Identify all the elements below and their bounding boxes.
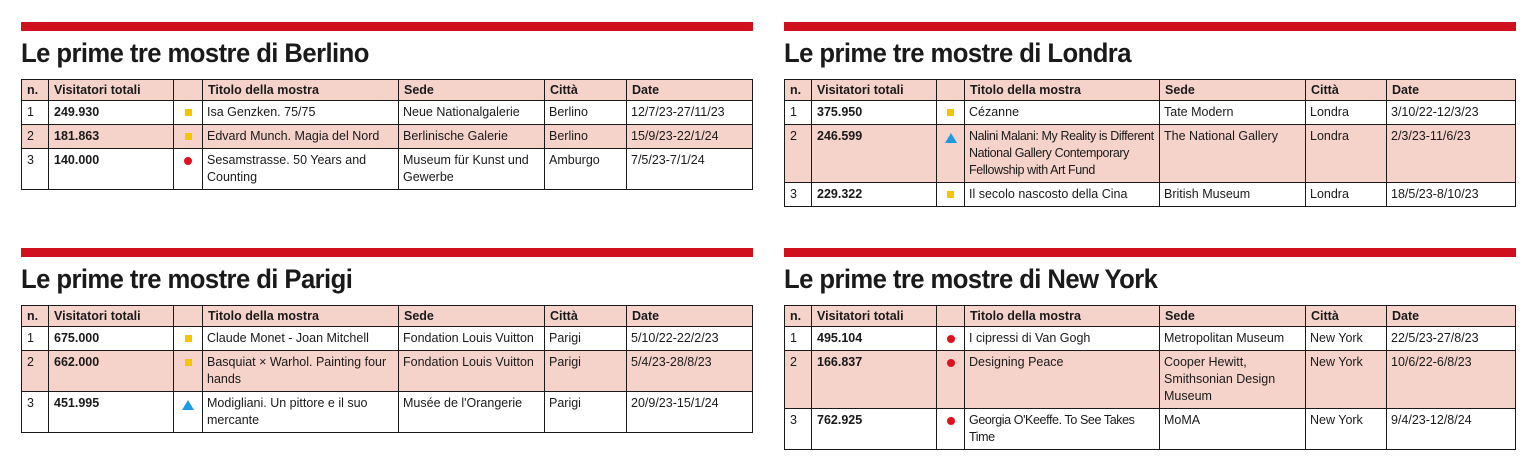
dates: 12/7/23-27/11/23 bbox=[627, 101, 753, 125]
city: Berlino bbox=[545, 125, 627, 149]
city: Berlino bbox=[545, 101, 627, 125]
table-row bbox=[22, 351, 753, 392]
dates: 5/4/23-28/8/23 bbox=[627, 351, 753, 392]
visitors-count: 249.930 bbox=[49, 101, 174, 125]
table-row bbox=[785, 101, 1516, 125]
yellow-square-icon bbox=[185, 359, 192, 366]
rank: 2 bbox=[22, 351, 49, 392]
city: New York bbox=[1306, 327, 1387, 351]
table-row bbox=[22, 149, 753, 190]
red-bar bbox=[21, 248, 753, 257]
rank: 1 bbox=[22, 327, 49, 351]
red-circle-icon bbox=[947, 417, 955, 425]
header-n: n. bbox=[22, 80, 49, 101]
dates: 10/6/22-6/8/23 bbox=[1387, 351, 1516, 409]
exhibition-title: I cipressi di Van Gogh bbox=[965, 327, 1160, 351]
header-visitors: Visitatori totali bbox=[49, 306, 174, 327]
rank: 2 bbox=[22, 125, 49, 149]
dates: 2/3/23-11/6/23 bbox=[1387, 125, 1516, 183]
table-row bbox=[785, 183, 1516, 207]
panel-title: Le prime tre mostre di Berlino bbox=[21, 38, 369, 68]
visitors-count: 181.863 bbox=[49, 125, 174, 149]
visitors-count: 246.599 bbox=[812, 125, 937, 183]
header-title: Titolo della mostra bbox=[965, 306, 1160, 327]
header-city: Città bbox=[1306, 80, 1387, 101]
city: Parigi bbox=[545, 327, 627, 351]
rank: 1 bbox=[22, 101, 49, 125]
header-dates: Date bbox=[627, 306, 753, 327]
city: Amburgo bbox=[545, 149, 627, 190]
header-title: Titolo della mostra bbox=[203, 306, 399, 327]
header-marker bbox=[937, 306, 965, 327]
marker-cell bbox=[937, 183, 965, 207]
header-title: Titolo della mostra bbox=[203, 80, 399, 101]
marker-cell bbox=[174, 351, 203, 392]
visitors-count: 140.000 bbox=[49, 149, 174, 190]
table-row bbox=[22, 327, 753, 351]
yellow-square-icon bbox=[185, 109, 192, 116]
dates: 15/9/23-22/1/24 bbox=[627, 125, 753, 149]
exhibition-title: Cézanne bbox=[965, 101, 1160, 125]
dates: 18/5/23-8/10/23 bbox=[1387, 183, 1516, 207]
visitors-count: 495.104 bbox=[812, 327, 937, 351]
red-circle-icon bbox=[947, 359, 955, 367]
dates: 9/4/23-12/8/24 bbox=[1387, 409, 1516, 450]
table-header-row bbox=[22, 80, 753, 101]
exhibition-title: Georgia O'Keeffe. To See Takes Time bbox=[965, 409, 1160, 450]
panel-london bbox=[784, 22, 1516, 207]
header-visitors: Visitatori totali bbox=[812, 80, 937, 101]
visitors-count: 675.000 bbox=[49, 327, 174, 351]
header-dates: Date bbox=[1387, 80, 1516, 101]
header-visitors: Visitatori totali bbox=[812, 306, 937, 327]
panel-title: Le prime tre mostre di Londra bbox=[784, 38, 1131, 68]
blue-triangle-icon bbox=[945, 133, 957, 143]
venue: Tate Modern bbox=[1160, 101, 1306, 125]
marker-cell bbox=[174, 125, 203, 149]
marker-cell bbox=[937, 101, 965, 125]
header-dates: Date bbox=[627, 80, 753, 101]
marker-cell bbox=[937, 409, 965, 450]
red-bar bbox=[784, 248, 1516, 257]
exhibition-title: Modigliani. Un pittore e il suo mercante bbox=[203, 392, 399, 433]
exhibitions-table bbox=[21, 305, 753, 433]
header-visitors: Visitatori totali bbox=[49, 80, 174, 101]
table-row bbox=[22, 125, 753, 149]
exhibition-title: Sesamstrasse. 50 Years and Counting bbox=[203, 149, 399, 190]
header-n: n. bbox=[22, 306, 49, 327]
panel-title: Le prime tre mostre di Parigi bbox=[21, 264, 353, 294]
city: Parigi bbox=[545, 392, 627, 433]
dates: 5/10/22-22/2/23 bbox=[627, 327, 753, 351]
red-circle-icon bbox=[947, 335, 955, 343]
exhibition-title: Isa Genzken. 75/75 bbox=[203, 101, 399, 125]
header-venue: Sede bbox=[1160, 306, 1306, 327]
exhibition-title: Nalini Malani: My Reality is Different National Gallery Contemporary Fellowship with Art Fund bbox=[965, 125, 1160, 183]
venue: Metropolitan Museum bbox=[1160, 327, 1306, 351]
visitors-count: 662.000 bbox=[49, 351, 174, 392]
header-title: Titolo della mostra bbox=[965, 80, 1160, 101]
marker-cell bbox=[937, 351, 965, 409]
visitors-count: 762.925 bbox=[812, 409, 937, 450]
venue: Musée de l'Orangerie bbox=[399, 392, 545, 433]
header-marker bbox=[174, 306, 203, 327]
city: Londra bbox=[1306, 101, 1387, 125]
venue: Cooper Hewitt, Smithsonian Design Museum bbox=[1160, 351, 1306, 409]
marker-cell bbox=[174, 392, 203, 433]
yellow-square-icon bbox=[185, 335, 192, 342]
panel-title: Le prime tre mostre di New York bbox=[784, 264, 1158, 294]
blue-triangle-icon bbox=[182, 400, 194, 410]
marker-cell bbox=[937, 125, 965, 183]
exhibitions-table bbox=[21, 79, 753, 190]
visitors-count: 229.322 bbox=[812, 183, 937, 207]
marker-cell bbox=[174, 101, 203, 125]
table-row bbox=[22, 101, 753, 125]
table-row bbox=[785, 409, 1516, 450]
rank: 2 bbox=[785, 351, 812, 409]
header-city: Città bbox=[1306, 306, 1387, 327]
venue: Neue Nationalgalerie bbox=[399, 101, 545, 125]
exhibition-title: Designing Peace bbox=[965, 351, 1160, 409]
header-dates: Date bbox=[1387, 306, 1516, 327]
yellow-square-icon bbox=[185, 133, 192, 140]
table-header-row bbox=[785, 306, 1516, 327]
venue: Fondation Louis Vuitton bbox=[399, 327, 545, 351]
panel-berlin bbox=[21, 22, 753, 190]
dates: 7/5/23-7/1/24 bbox=[627, 149, 753, 190]
venue: British Museum bbox=[1160, 183, 1306, 207]
marker-cell bbox=[174, 149, 203, 190]
header-n: n. bbox=[785, 80, 812, 101]
panel-new-york bbox=[784, 248, 1516, 450]
rank: 1 bbox=[785, 327, 812, 351]
visitors-count: 375.950 bbox=[812, 101, 937, 125]
rank: 1 bbox=[785, 101, 812, 125]
venue: MoMA bbox=[1160, 409, 1306, 450]
header-venue: Sede bbox=[1160, 80, 1306, 101]
visitors-count: 451.995 bbox=[49, 392, 174, 433]
panel-paris bbox=[21, 248, 753, 433]
header-venue: Sede bbox=[399, 306, 545, 327]
red-bar bbox=[784, 22, 1516, 31]
header-marker bbox=[174, 80, 203, 101]
rank: 3 bbox=[22, 149, 49, 190]
rank: 3 bbox=[785, 409, 812, 450]
exhibitions-table bbox=[784, 305, 1516, 450]
header-marker bbox=[937, 80, 965, 101]
table-row bbox=[22, 392, 753, 433]
rank: 3 bbox=[22, 392, 49, 433]
rank: 3 bbox=[785, 183, 812, 207]
city: Londra bbox=[1306, 125, 1387, 183]
table-header-row bbox=[785, 80, 1516, 101]
dates: 22/5/23-27/8/23 bbox=[1387, 327, 1516, 351]
venue: Berlinische Galerie bbox=[399, 125, 545, 149]
table-row bbox=[785, 327, 1516, 351]
exhibition-title: Basquiat × Warhol. Painting four hands bbox=[203, 351, 399, 392]
table-header-row bbox=[22, 306, 753, 327]
table-row bbox=[785, 351, 1516, 409]
red-bar bbox=[21, 22, 753, 31]
rank: 2 bbox=[785, 125, 812, 183]
marker-cell bbox=[937, 327, 965, 351]
marker-cell bbox=[174, 327, 203, 351]
city: New York bbox=[1306, 351, 1387, 409]
header-city: Città bbox=[545, 306, 627, 327]
red-circle-icon bbox=[184, 157, 192, 165]
exhibition-title: Il secolo nascosto della Cina bbox=[965, 183, 1160, 207]
dates: 3/10/22-12/3/23 bbox=[1387, 101, 1516, 125]
venue: Fondation Louis Vuitton bbox=[399, 351, 545, 392]
yellow-square-icon bbox=[947, 109, 954, 116]
venue: Museum für Kunst und Gewerbe bbox=[399, 149, 545, 190]
header-n: n. bbox=[785, 306, 812, 327]
visitors-count: 166.837 bbox=[812, 351, 937, 409]
table-row bbox=[785, 125, 1516, 183]
venue: The National Gallery bbox=[1160, 125, 1306, 183]
exhibition-title: Claude Monet - Joan Mitchell bbox=[203, 327, 399, 351]
header-city: Città bbox=[545, 80, 627, 101]
city: Londra bbox=[1306, 183, 1387, 207]
exhibitions-table bbox=[784, 79, 1516, 207]
city: Parigi bbox=[545, 351, 627, 392]
dates: 20/9/23-15/1/24 bbox=[627, 392, 753, 433]
yellow-square-icon bbox=[947, 191, 954, 198]
exhibition-title: Edvard Munch. Magia del Nord bbox=[203, 125, 399, 149]
header-venue: Sede bbox=[399, 80, 545, 101]
city: New York bbox=[1306, 409, 1387, 450]
